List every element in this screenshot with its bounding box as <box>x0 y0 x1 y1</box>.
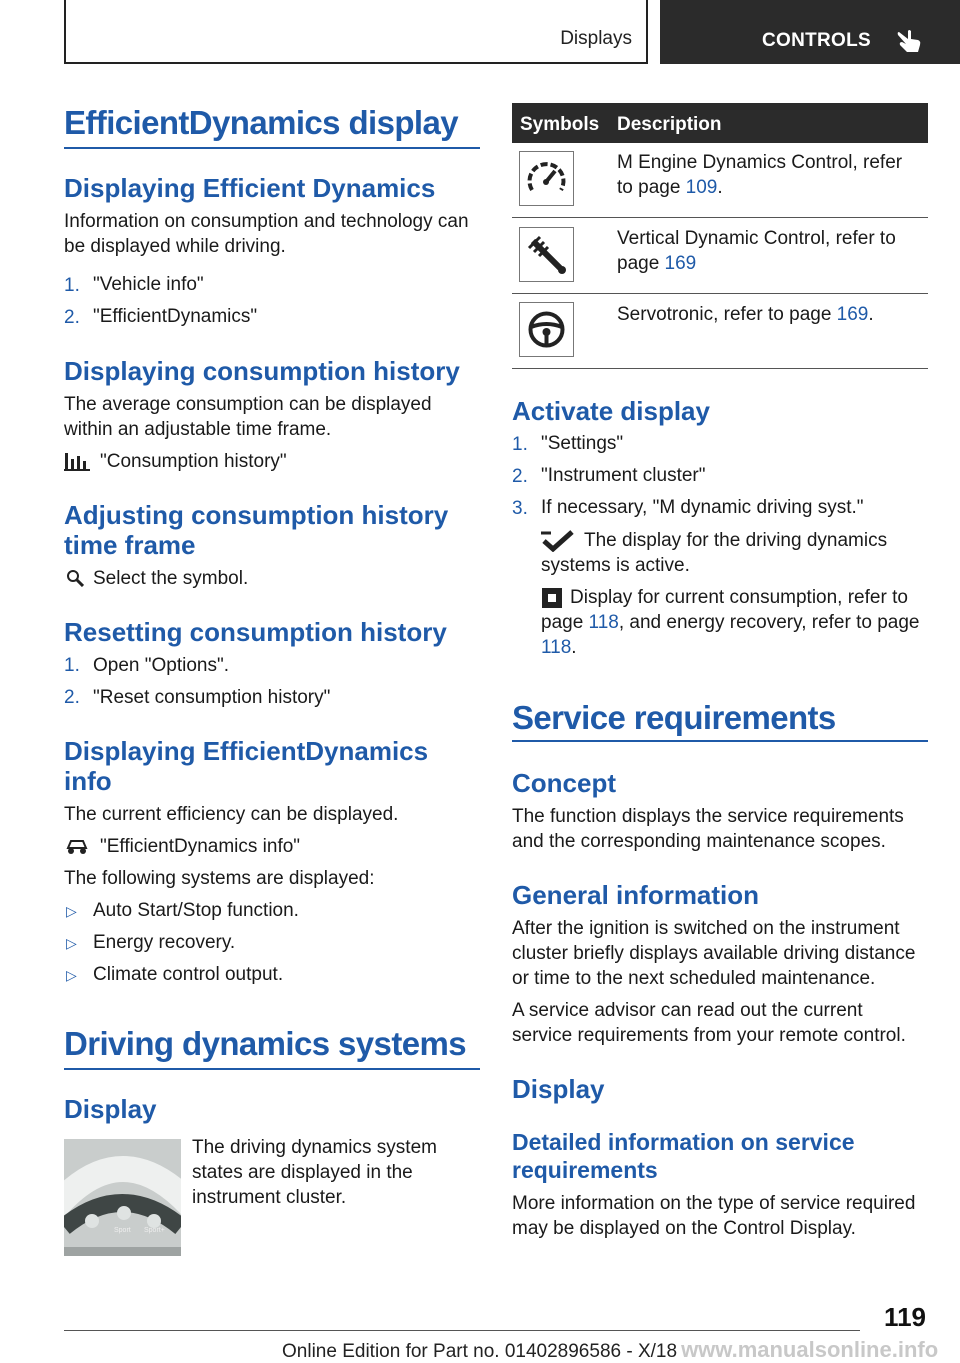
instrument-cluster-photo <box>64 1139 181 1256</box>
list-number: 2. <box>64 307 80 328</box>
list-item: Climate control output. <box>93 964 284 985</box>
heading-concept: Concept <box>512 768 616 798</box>
list-item: "Reset consumption history" <box>93 687 331 708</box>
photo-label-sport: Sport <box>114 1227 131 1234</box>
description-text: Vertical Dynamic Control, refer to page <box>617 228 896 274</box>
paragraph-detailed: More information on the type of service required may be displayed on the Control Display. <box>512 1193 916 1239</box>
heading-rule <box>512 740 928 742</box>
paragraph-following-systems: The following systems are displayed: <box>64 868 375 889</box>
list-number: 1. <box>64 275 80 296</box>
menu-consumption-history: "Consumption history" <box>100 451 287 472</box>
page-link[interactable]: 169 <box>664 253 697 274</box>
heading-efficientdynamics-display: EfficientDynamics display <box>64 104 458 141</box>
pointing-hand-icon <box>896 26 922 54</box>
table-row-description <box>617 150 922 200</box>
heading-display-right: Display <box>512 1074 605 1104</box>
bullet-triangle-icon: ▷ <box>66 903 77 919</box>
heading-display-left: Display <box>64 1094 157 1124</box>
heading-activate-display: Activate display <box>512 396 710 426</box>
description-end: . <box>717 177 723 198</box>
paragraph-concept: The function displays the service requirements and the corresponding maintenance scopes. <box>512 806 904 852</box>
paragraph-driving-dynamics-display: The driving dynamics system states are displayed in the instrument cluster. <box>192 1137 437 1208</box>
menu-efficientdynamics-info: "EfficientDynamics info" <box>100 836 301 857</box>
list-number: 2. <box>64 687 80 708</box>
table-row-divider <box>512 217 928 218</box>
list-item: Auto Start/Stop function. <box>93 900 299 921</box>
heading-detailed-information: Detailed information on service requirements <box>512 1129 855 1183</box>
description-text: Servotronic, refer to page <box>617 304 837 325</box>
heading-adjusting-time-frame: Adjusting consumption history time frame <box>64 500 449 560</box>
text-c: . <box>571 637 577 658</box>
list-item: "Settings" <box>541 433 624 454</box>
page-link[interactable]: 118 <box>588 612 619 633</box>
header-section-box <box>64 0 648 64</box>
page-number: 119 <box>884 1302 926 1332</box>
heading-rule <box>64 1068 480 1070</box>
header-chapter-title: CONTROLS <box>762 30 872 51</box>
heading-rule <box>64 147 480 149</box>
gauge-icon <box>519 151 574 206</box>
column-header-symbols: Symbols <box>520 114 600 135</box>
shock-absorber-icon <box>519 227 574 282</box>
table-row-description <box>617 226 922 276</box>
paragraph-current-efficiency: The current efficiency can be displayed. <box>64 804 399 825</box>
paragraph-history: The average consumption can be displayed within an adjustable time frame. <box>64 394 432 440</box>
heading-efficientdynamics-info: Displaying EfficientDynamics info <box>64 736 429 796</box>
photo-label-sportplus: Sport+ <box>144 1227 165 1234</box>
page-link[interactable]: 109 <box>685 177 718 198</box>
list-item: If necessary, "M dynamic driving syst." <box>541 497 864 518</box>
bullet-triangle-icon: ▷ <box>66 967 77 983</box>
list-item: Open "Options". <box>93 655 230 676</box>
paragraph-info: Information on consumption and technology can be displayed while driving. <box>64 211 469 257</box>
heading-displaying-efficient-dynamics: Displaying Efficient Dynamics <box>64 173 436 203</box>
list-item: "Instrument cluster" <box>541 465 706 486</box>
text-a: Display for current consumption, refer to page <box>541 587 908 633</box>
steering-wheel-icon <box>519 302 574 357</box>
table-row-divider <box>512 368 928 369</box>
page-link[interactable]: 118 <box>541 637 572 658</box>
table-row-divider <box>512 293 928 294</box>
footer-edition <box>282 1337 938 1363</box>
paragraph-consumption-display <box>541 585 921 660</box>
symbols-table-header <box>512 103 928 143</box>
page-link[interactable]: 169 <box>836 304 869 325</box>
description-text: M Engine Dynamics Control, refer to page <box>617 152 903 198</box>
column-header-description: Description <box>617 114 722 135</box>
bullet-triangle-icon: ▷ <box>66 935 77 951</box>
heading-general-information: General information <box>512 880 760 910</box>
magnifier-icon <box>66 569 84 587</box>
list-number: 3. <box>512 498 528 519</box>
list-item: Energy recovery. <box>93 932 236 953</box>
footer-watermark: www.manualsonline.info <box>681 1337 939 1362</box>
paragraph-general-2: A service advisor can read out the current service requirements from your remote control. <box>512 1000 906 1046</box>
footer-edition-text: Online Edition for Part no. 01402896586 - X/18 <box>282 1341 678 1362</box>
list-item: "Vehicle info" <box>93 274 204 295</box>
header-chapter-tab <box>660 0 960 64</box>
list-item: "EfficientDynamics" <box>93 306 258 327</box>
adjust-instruction: Select the symbol. <box>93 568 249 589</box>
footer-rule <box>64 1330 860 1331</box>
list-number: 2. <box>512 466 528 487</box>
heading-consumption-history: Displaying consumption history <box>64 356 460 386</box>
list-number: 1. <box>512 434 528 455</box>
paragraph-general-1: After the ignition is switched on the instrument cluster briefly displays available driving distance or time to the next scheduled maintenance. <box>512 918 916 989</box>
car-efficiency-icon <box>64 836 90 856</box>
bar-chart-icon <box>64 451 90 471</box>
heading-resetting-history: Resetting consumption history <box>64 617 447 647</box>
paragraph-check-active: The display for the driving dynamics systems is active. <box>541 530 888 576</box>
description-end: . <box>868 304 874 325</box>
table-row-description <box>617 302 922 327</box>
text-b: , and energy recovery, refer to page <box>618 612 920 633</box>
header-section-title: Displays <box>560 28 632 49</box>
heading-service-requirements: Service requirements <box>512 699 836 736</box>
heading-driving-dynamics-systems: Driving dynamics systems <box>64 1025 466 1062</box>
list-number: 1. <box>64 655 80 676</box>
